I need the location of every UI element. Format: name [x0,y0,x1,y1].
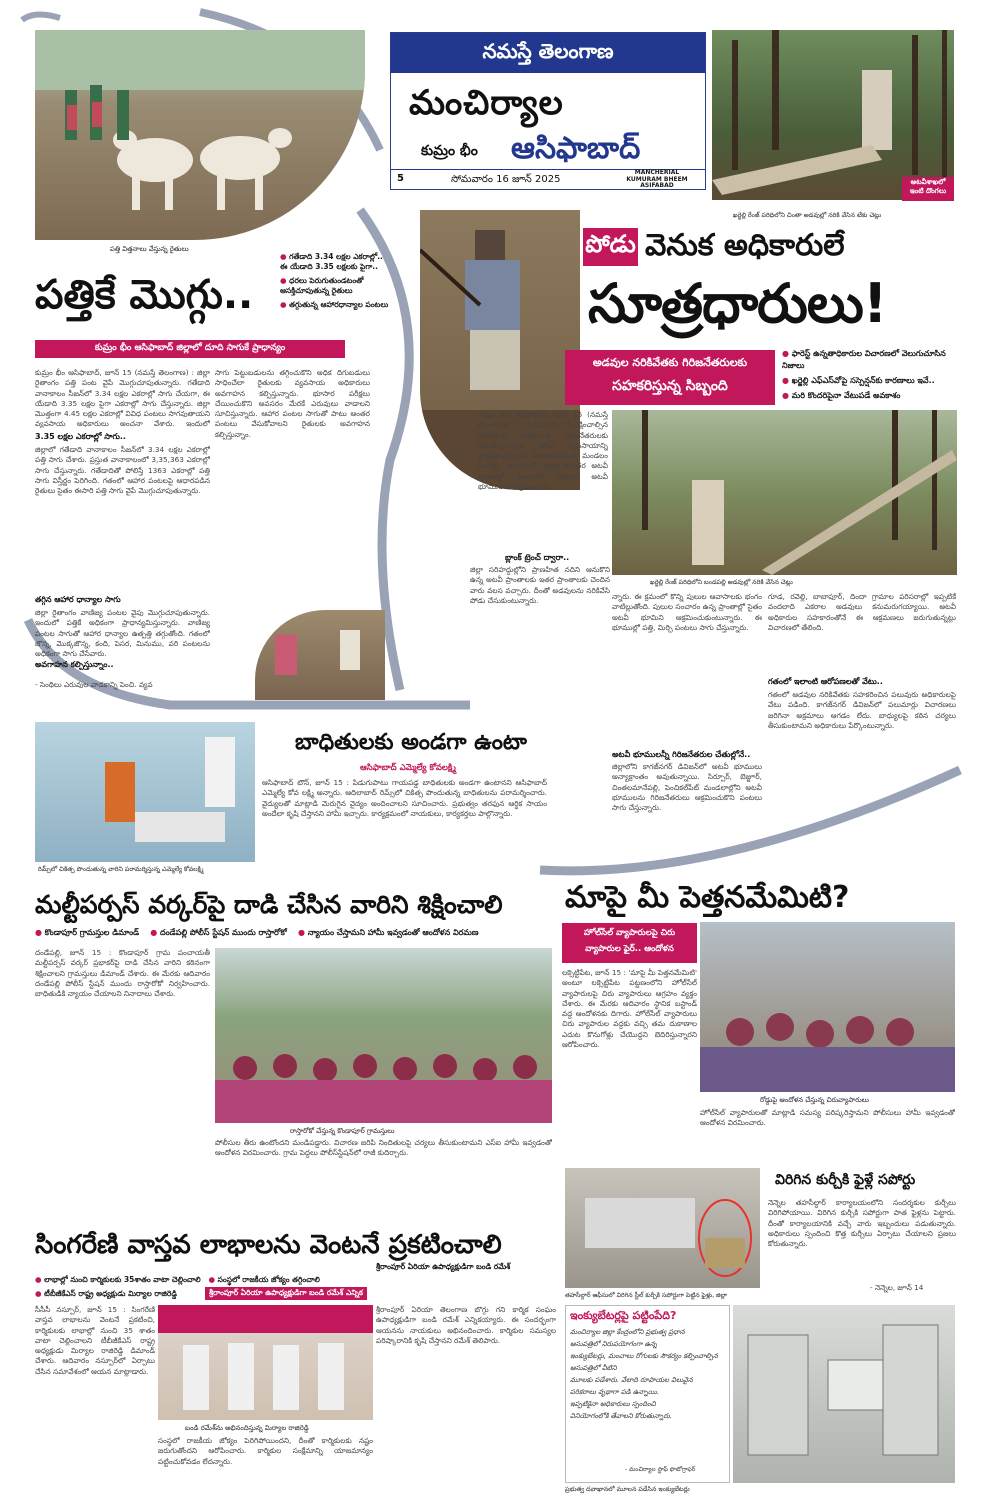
beds-credit: - మంచిర్యాల స్టాఫ్ ఫొటోగ్రాఫర్ [625,1466,696,1473]
hospital-photo-caption: రిమ్స్‌లో చికిత్స పొందుతున్న వారిని పరామర్శిస్తున్న ఎమ్మెల్యే కోవలక్ష్మి [38,866,204,873]
beds-line: మూలకు పడేశారు. వేలాది రూపాయల విలువైన [570,1376,693,1384]
multipurpose-bullet: ● న్యాయం చేస్తామని హామీ ఇవ్వడంతో ఆందోళన విరమణ [298,928,479,937]
beds-text [570,1326,728,1422]
forest-thieves-badge: అటవీశాఖలో ఇంటి దొంగలు [902,177,954,201]
cotton-subhead: కుమ్రం భీం ఆసిఫాబాద్ జిల్లాలో దూది సాగుకే ప్రాధాన్యం [94,343,286,353]
podu-body-4: జిల్లాలోని కాగజ్‌నగర్ డివిజన్‌లో అటవీ భూములు అన్యాక్రాంతం అవుతున్నాయి. సిర్పూర్, బెజ్జూర్, చింతలమానేపల్లి, పెంచికల్‌పేట్ మండలాల్లోని అటవీ భూములను గిరిజనేతరులు ఆక్రమించుకొని పంటలు సాగు చేస్తున్నారు. [612,762,762,813]
cotton-bullets [280,252,390,310]
singareni-bullets-2 [35,1289,395,1300]
issue-date: సోమవారం 16 జూన్ 2025 [451,174,561,185]
page-number: 5 [397,173,404,184]
cotton-body-1: కుమ్రం భీం ఆసిఫాబాద్, జూన్ 15 (నమస్తే తెలంగాణ) : జిల్లా రైతాంగం పత్తి పంట వైపే మొగ్గుచూపుతున్నారు. గతేడాది వానాకాలం సీజన్‌లో 3.34 లక్షల ఎకరాల్లో సాగు చేయగా, ఈ యేడాది 3.35 లక్షల పైగా ఎకరాల్లో సాగు చేస్తున్నారు. జిల్లా మొత్తంగా 4.45 లక్షల ఎకరాల్లో వివిధ పంటలు సాగవుతాయని వ్యవసాయ అధికారులు అంచనా వేశారు. ఇందులో [35,368,210,428]
paper-name: నమస్తే తెలంగాణ [482,39,614,63]
incubators-caption: ప్రభుత్వ దవాఖానలో మూలన పడేసిన ఇంక్యుబేటర్లు [565,1486,690,1493]
incubators-photo [733,1305,955,1483]
cotton-subhead-2: తగ్గిన ఆహార ధాన్యాల సాగు [35,595,121,604]
podu-tag: పోడు [585,230,636,258]
mapai-body-2: హోల్‌సేల్ వ్యాపారులతో మాట్లాడి సమస్య పరిష్కరిస్తామని పోలీసులు హామీ ఇవ్వడంతో ఆందోళన విరమించారు. [700,1108,955,1128]
podu-subhead-1: బ్లాంక్ ట్రెంచ్ ద్వారా.. [505,553,570,562]
multipurpose-headline: మల్టీపర్పస్ వర్కర్‌పై దాడి చేసిన వారిని శిక్షించాలి [35,890,503,919]
chair-credit: - నెన్నెల, జూన్ 14 [870,1283,924,1292]
singareni-bullet: ● సంస్థలో రాజకీయ జోక్యం తగ్గించాలి [208,1275,319,1284]
cotton-photo-caption: పత్తి విత్తనాలు వేస్తున్న రైతులు [110,245,189,253]
beds-line: ఇప్పటికైనా అధికారులు స్పందించి [570,1400,656,1408]
chair-body: నెన్నెల తహసీల్దార్ కార్యాలయంలోని సందర్శకుల కుర్చీలు విరిగిపోయాయి. విరిగిన కుర్చీకి సపోర్టుగా పాత ఫైళ్లను పెట్టారు. దీంతో కార్యాలయానికి వచ్చే వారు ఇబ్బందులు పడుతున్నారు. అధికారులు స్పందించి కొత్త కుర్చీలు ఏర్పాటు చేయాలని ప్రజలు కోరుతున్నారు. [768,1198,956,1249]
podu-subhead-3: గతంలో ఇలాంటి ఆరోపణలతో వేటు.. [768,677,883,686]
protest-road-photo [700,922,955,1092]
felled-teak-photo [712,30,954,200]
podu-body-6: గతంలో అడవుల నరికివేతకు సహకరించిన పలువురు అధికారులపై వేటు పడింది. కాగజ్‌నగర్ డివిజన్‌లో పలుమార్లు విచారణలు జరిగినా అక్రమాలు ఆగడం లేదు. బాధ్యులపై కఠిన చర్యలు తీసుకుంటామని అధికారులు పేర్కొంటున్నారు. [768,690,956,730]
victims-body: ఆసిఫాబాద్ టౌన్, జూన్ 15 : పిడుగుపాటు గాయపడ్డ బాధితులకు అండగా ఉంటానని ఆసిఫాబాద్ ఎమ్మెల్యే కోవ లక్ష్మి అన్నారు. ఆదిలాబాద్ రిమ్స్‌లో చికిత్స పొందుతున్న బాధితులను పరామర్శించారు. వైద్యులతో మాట్లాడి మెరుగైన వైద్యం అందించాలని సూచించారు. ప్రభుత్వం తరఫున ఆర్థిక సాయం అందేలా కృషి చేస్తానని హామీ ఇచ్చారు. కార్యక్రమంలో నాయకులు, కార్యకర్తలు పాల్గొన్నారు. [262,778,547,818]
podu-body-2: జిల్లా సరిహద్దుల్లోని ప్రాణహిత నదిని ఆనుకొని ఉన్న అటవీ ప్రాంతాలకు ఇతర ప్రాంతాలకు చెందిన వారు వలస వచ్చారు. దీంతో అడవులను నరికివేసి పోడు చేసుకుంటున్నారు. [470,565,610,605]
mapai-deck-1: హోల్‌సేల్ వ్యాపారులపై చిరు [583,928,676,938]
victims-headline: బాధితులకు అండగా ఉంటా [295,730,527,755]
cotton-subhead-1: 3.35 లక్షల ఎకరాల్లో సాగు.. [35,432,126,441]
district2-name: ఆసిఫాబాద్ [511,131,641,166]
singareni-headline: సింగరేణి వాస్తవ లాభాలను వెంటనే ప్రకటించాలి [35,1230,502,1260]
district-name: మంచిర్యాల [409,83,564,123]
singareni-bullet: ● లాభాల్లో నుంచి కార్మికులకు 35శాతం వాటా చెల్లించాలి [35,1275,201,1284]
hospital-visit-photo [35,722,255,862]
chair-headline: విరిగిన కుర్చీకి ఫైళ్లే సపోర్టు [775,1172,916,1188]
podu-deck-1: అడవుల నరికివేతకు గిరిజనేతరులకు [592,356,748,369]
felled-trees-photo [612,410,957,575]
podu-body-5: గూడ, రవెల్లి, బాబాపూర్, దిందా గ్రామాల పరిసరాల్లో ఇప్పటికే వందలాది ఎకరాల అడవులు కనుమరుగయ్యాయి. అటవీ అధికారుల సహకారంతోనే ఈ ఆక్రమణలు జరుగుతున్నట్లు విచారణలో తేలింది. [768,592,956,632]
edition-label: MANCHERIAL KUMURAM BHEEM ASIFABAD [626,169,688,189]
victims-byline: ఆసిఫాబాద్ ఎమ్మెల్యే కోవలక్ష్మి [360,763,456,773]
podu-headline-1: వెనుక అధికారులే [645,228,845,263]
beds-line: ఇంక్యుబేటర్లు, మంచాలు రోగులకు సౌకర్యం కల్పించాల్సిన ఆసుపత్రిలో వీటిని [570,1352,718,1372]
singareni-body-3: శ్రీరాంపూర్ ఏరియా తెలంగాణ బొగ్గు గని కార్మిక సంఘం ఉపాధ్యక్షుడిగా బండి రమేశ్ ఎన్నికయ్యారు. ఈ సందర్భంగా ఆయనను నాయకులు అభినందించారు. కార్మికుల సమస్యల పరిష్కారానికి కృషి చేస్తానని రమేశ్ తెలిపారు. [376,1305,556,1345]
podu-bullet: ● ఫారెస్ట్ ఉన్నతాధికారుల విచారణలో వెలుగుచూసిన నిజాలు [782,348,957,372]
beds-line: పరికరాలు వృథాగా పడి ఉన్నాయి. [570,1388,659,1396]
podu-headline-2: సూత్రధారులు! [588,272,887,335]
podu-bullet: ● మరి కొందరిపైనా వేటుపడే అవకాశం [782,390,957,402]
rasta-roko-caption: రాస్తారోకో చేస్తున్న కొండాపూర్ గ్రామస్తులు [290,1127,395,1135]
beds-line: ఆసుపత్రిలో నిరుపయోగంగా ఉన్న [570,1340,657,1348]
felicitation-caption: బండి రమేశ్‌ను అభినందిస్తున్న మిర్యాల రాజిరెడ్డి [185,1424,309,1432]
podu-bullet: ● ఖర్జెల్లి ఎఫ్‌ఎస్‌వోపై సస్పెన్షన్‌కు కారణాలు ఇవే.. [782,375,957,387]
multipurpose-body-2: పోలీసుల తీరు ఉంటోందని మండిపడ్డారు. విచారణ జరిపి నిందితులపై చర్యలు తీసుకుంటామని ఎస్ఐ హామీ ఇవ్వడంతో ఆందోళన విరమించారు. గ్రామ పెద్దలు పోలీస్‌స్టేషన్‌లో రాజీ కుదిర్చారు. [215,1138,552,1158]
podu-subhead-2: అటవీ భూములన్నీ గిరిజనేతరుల చేతుల్లోనే.. [612,750,751,759]
cotton-headline: పత్తికే మొగ్గు.. [35,272,254,318]
cotton-body-3: జిల్లా రైతాంగం వాణిజ్య పంటల వైపు మొగ్గుచూపుతున్నారు. ఇందులో పత్తికే అధికంగా ప్రాధాన్యమిస్తున్నారు. వాణిజ్య పంటల సాగుతో ఆహార ధాన్యాల ఉత్పత్తి తగ్గుతోంది. గతంలో జొన్న, మొక్కజొన్న, కంది, పెసర, మినుము, వరి పంటలను అధికంగా సాగు చేసేవారు. [35,608,210,658]
singareni-bullets [35,1275,555,1286]
cotton-subhead-3: అవగాహన కల్పిస్తున్నాం.. [35,660,114,669]
mapai-deck-2: వ్యాపారుల ఫైర్.. ఆందోళన [585,944,674,954]
singareni-bullet: ● టీబీజీకేఎస్ రాష్ట్ర అధ్యక్షుడు మిర్యాల రాజిరెడ్డి [35,1289,177,1298]
beds-headline: ఇంక్యుబేటర్లపై పట్టింపేది? [570,1309,677,1322]
podu-deck-2: సహకరిస్తున్న సిబ్బంది [612,378,728,394]
singareni-body: సీసీసీ నస్పూర్, జూన్ 15 : సింగరేణి వాస్తవ లాభాలను వెంటనే ప్రకటించి, కార్మికులకు లాభాల్లో నుంచి 35 శాతం వాటా చెల్లించాలని టీబీజీకేఎస్ రాష్ట్ర అధ్యక్షుడు మిర్యాల రాజిరెడ్డి డిమాండ్ చేశారు. ఆదివారం నస్పూర్‌లో ఏర్పాటు చేసిన సమావేశంలో ఆయన మాట్లాడారు. [35,1305,155,1376]
mapai-body: లక్సెట్టిపేట, జూన్ 15 : 'మాపై మీ పెత్తనమేమిటి' అంటూ లక్సెట్టిపేట పట్టణంలోని హోల్‌సేల్ వ్యాపారులపై చిరు వ్యాపారులు ఆగ్రహం వ్యక్తం చేశారు. ఈ మేరకు ఆదివారం స్థానిక బస్టాండ్ వద్ద ఆందోళనకు దిగారు. హోల్‌సేల్ వ్యాపారులు చిరు వ్యాపారుల వద్దకు వచ్చి తమ దుకాణాల ఎదుట కొనుగోళ్లు చేయొద్దని బెదిరిస్తున్నారని ఆరోపించారు. [562,968,697,1050]
cotton-bullet: ● ధరలు పెరుగుతుండటంతో ఆసక్తిచూపుతున్న రైతులు [280,276,390,296]
cotton-body-5: - సెంథిలు ఎరువుల వాడకాన్ని పెంచి. వ్యవ [35,680,153,689]
cotton-body-2: జిల్లాలో గతేడాది వానాకాలం సీజన్‌లో 3.34 లక్షల ఎకరాల్లో పత్తి సాగు చేశారు. ప్రస్తుత వానాకాలంలో 3,35,363 ఎకరాల్లో సాగు చేస్తున్నారు. గతేడాదితో పోలిస్తే 1363 ఎకరాల్లో పత్తి సాగు విస్తీర్ణం పెరిగింది. గతంలో ఆహార పంటలపై ఆధారపడిన రైతులు సైతం ఈసారి పత్తి సాగు వైపే మొగ్గుచూపుతున్నారు. [35,445,210,496]
mapai-headline: మాపై మీ పెత్తనమేమిటి? [565,880,850,915]
multipurpose-bullets [35,928,555,939]
beds-line: వినియోగంలోకి తేవాలని కోరుతున్నారు. [570,1412,672,1420]
cotton-body-4: సాగు పెట్టుబడులను తగ్గించుకొని అధిక దిగుబడులు సాధించేలా రైతులకు వ్యవసాయ అధికారులు అవగాహన కల్పిస్తున్నారు. భూసార పరీక్షలు చేయించుకొని అవసరం మేరకే ఎరువులు వాడాలని సూచిస్తున్నారు. ఆహార పంటల సాగుతో పాటు అంతర పంటలు వేసుకోవాలని రైతులకు అవగాహన కల్పిస్తున్నాం. [215,368,370,439]
podu-body-1: కుమ్రం భీం ఆసిఫాబాద్, జూన్ 15 (నమస్తే తెలంగాణ) : అడవులను సంరక్షించాల్సిన అటవీశాఖ అధికారులే గిరిజనేతరులకు సహకరిస్తున్నారు. 'పోడు' వ్యవసాయాన్ని ప్రోత్సహిస్తున్నారు. చింతలమానేపల్లి మండలం రణవెల్లి, బాబాపూర్, అర్జెల్లి తదితర అటవీ ప్రాంతాల్లో వందలాది ఎకరాల అటవీ భూములను ఆక్రమించారు. [478,410,608,492]
beds-line: మంచిర్యాల జిల్లా కేంద్రంలోని ప్రభుత్వ ప్రధాన [570,1328,685,1336]
podu-bullets [782,348,957,402]
multipurpose-bullet: ● కొండాపూర్ గ్రామస్తుల డిమాండ్ [35,928,139,937]
felicitation-photo [158,1305,373,1420]
singareni-side-head: శ్రీరాంపూర్ ఏరియా ఉపాధ్యక్షుడిగా బండి రమేశ్ [376,1262,511,1271]
singareni-body-2: సంస్థలో రాజకీయ జోక్యం పెరిగిపోయిందని, దీంతో కార్మికులకు నష్టం జరుగుతోందని ఆరోపించారు. కార్మికుల సంక్షేమాన్ని యాజమాన్యం పట్టించుకోవడం లేదన్నారు. [158,1436,373,1466]
cotton-bullet: ● తగ్గుతున్న ఆహారధాన్యాల పంటలు [280,300,390,310]
chair-photo-caption: తహసీల్దార్ ఆఫీసులో విరిగిన స్టీల్ కుర్చీకి సపోర్టుగా పెట్టిన ఫైళ్లు, జిల్లా [565,1292,728,1299]
protest-photo-caption: రోడ్డుపై ఆందోళన చేస్తున్న చిరువ్యాపారులు [760,1096,869,1104]
district2-prefix: కుమ్రం భీం [421,143,478,159]
cotton-bullet: ● గతేడాది 3.34 లక్షల ఎకరాల్లో.. ఈ యేడాది 3.35 లక్షలకు పైగా.. [280,252,390,272]
podu-body-3: న్నారు. ఈ క్రమంలో కొన్ని పులుల ఆవాసాలకు భంగం వాటిల్లుతోంది. పులుల సంచారం ఉన్న ప్రాంతాల్లో సైతం అటవీ భూమిని ఆక్రమించుకుంటున్నారు. ఈ భూముల్లో పత్తి, మిర్చి పంటలు సాగు చేస్తున్నారు. [612,592,762,632]
singareni-side-bullet: శ్రీరాంపూర్ ఏరియా ఉపాధ్యక్షుడిగా బండి రమేశ్ ఎన్నిక [205,1287,367,1300]
teak-photo-caption: ఖర్జెల్లి రేంజ్ పరిధిలోని చింతా అడవుల్లో నరికి వేసిన టేకు చెట్లు [732,212,882,219]
multipurpose-body: దండేపల్లి, జూన్ 15 : కొండాపూర్ గ్రామ పంచాయతీ మల్టీపర్పస్ వర్కర్ ప్రభాకర్‌పై దాడి చేసిన వారిని కఠినంగా శిక్షించాలని గ్రామస్తులు డిమాండ్ చేశారు. ఈ మేరకు ఆదివారం దండేపల్లి పోలీస్ స్టేషన్ ముందు రాస్తారోకో నిర్వహించారు. బాధితుడికి న్యాయం చేయాలని నినాదాలు చేశారు. [35,948,210,999]
multipurpose-bullet: ● దండేపల్లి పోలీస్ స్టేషన్ ముందు రాస్తారోకో [150,928,287,937]
rasta-roko-photo [215,948,552,1123]
broken-chair-photo [565,1168,760,1288]
masthead [390,32,706,190]
felled-trees-caption: ఖర్జెల్లి రేంజ్ పరిధిలోని బండపల్లి అడవుల్లో నరికి వేసిన చెట్లు [650,579,793,586]
